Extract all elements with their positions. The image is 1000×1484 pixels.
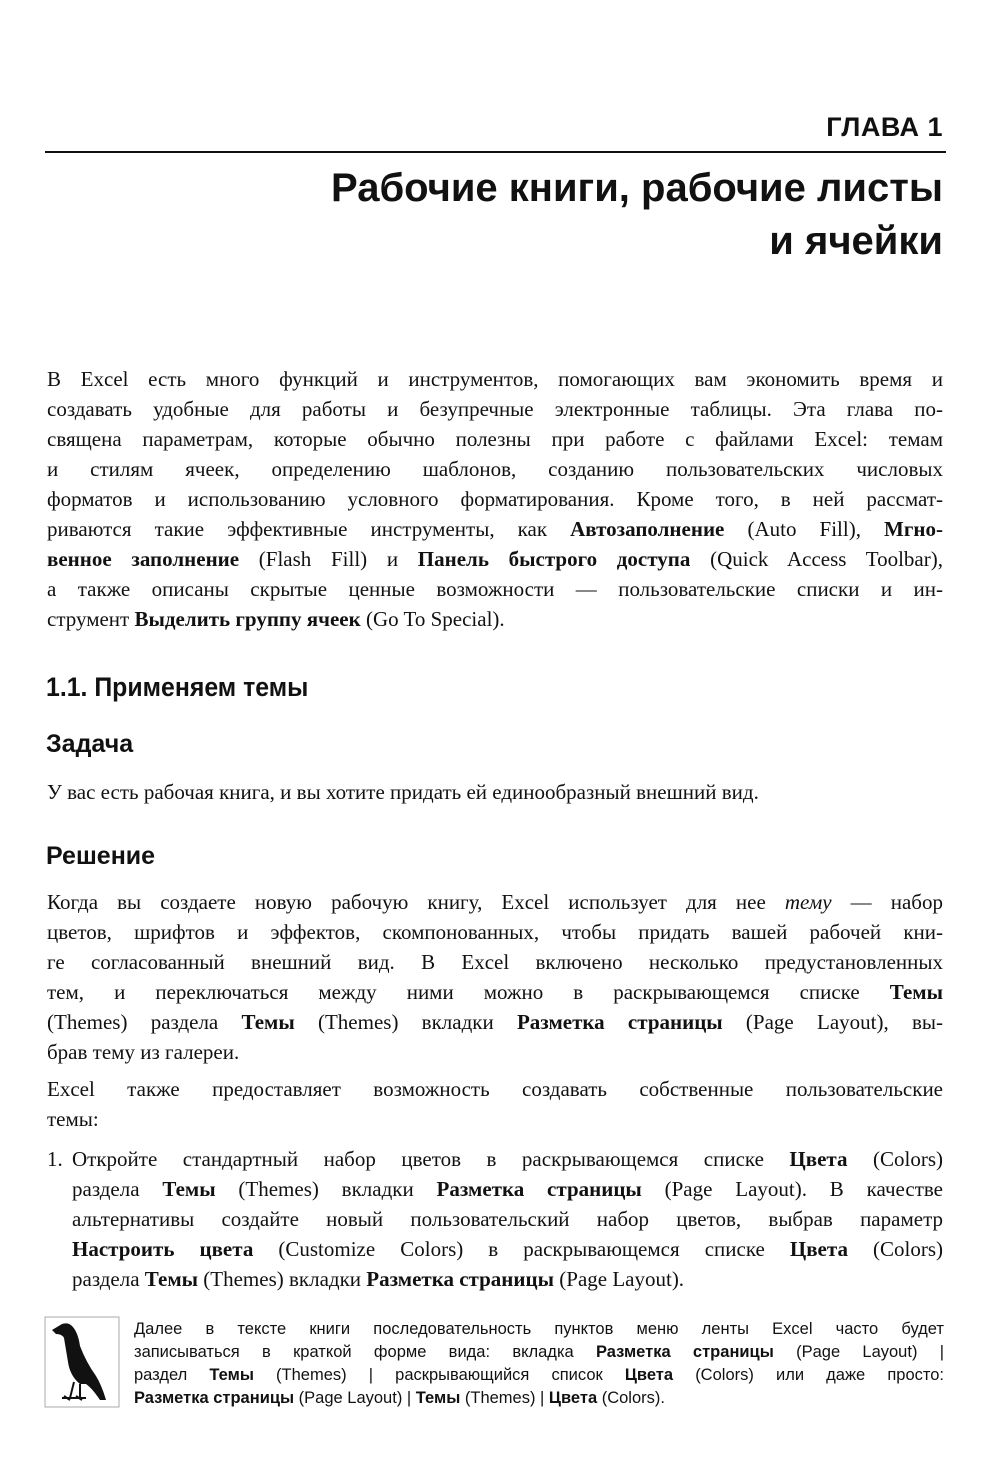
- text-run: записываться в краткой форме вида: вкладка: [134, 1343, 596, 1361]
- text-line: [47, 1007, 943, 1037]
- text-line: [47, 394, 943, 424]
- text-run: — набор: [831, 890, 943, 914]
- text-line: [47, 1104, 943, 1134]
- bold-text: Темы: [889, 980, 943, 1004]
- bold-text: Цвета: [789, 1237, 848, 1261]
- text-run: (Colors) или даже просто:: [673, 1366, 944, 1384]
- text-line: [47, 1037, 943, 1067]
- text-run: тем, и переключаться между ними можно в раскрывающемся списке: [47, 980, 890, 1004]
- bold-text: Цвета: [548, 1389, 598, 1407]
- text-run: (Colors).: [597, 1389, 665, 1407]
- bold-text: Темы: [162, 1177, 216, 1201]
- bold-text: Темы: [241, 1010, 295, 1034]
- text-run: (Themes) раздела: [47, 1010, 242, 1034]
- chapter-label: ГЛАВА 1: [826, 112, 943, 142]
- text-run: (Page Layout).: [554, 1267, 685, 1291]
- text-run: цветов, шрифтов и эффектов, скомпонованных, чтобы придать вашей рабочей кни-: [47, 920, 943, 944]
- text-run: (Customize Colors) в раскрывающемся списке: [253, 1237, 790, 1261]
- text-run: создавать удобные для работы и безупречные электронные таблицы. Эта глава по-: [47, 397, 943, 421]
- text-line: [47, 574, 943, 604]
- text-line: [47, 947, 943, 977]
- text-run: (Themes) вкладки: [215, 1177, 437, 1201]
- bold-text: Настроить цвета: [72, 1237, 254, 1261]
- text-run: и стилям ячеек, определению шаблонов, созданию пользовательских числовых: [47, 457, 943, 481]
- text-line: [47, 604, 943, 634]
- task-heading: Задача: [46, 730, 134, 758]
- text-run: (Colors): [847, 1147, 943, 1171]
- bold-text: Разметка страницы: [366, 1267, 555, 1291]
- text-line: [72, 1174, 943, 1204]
- text-line: [47, 977, 943, 1007]
- text-run: (Page Layout). В качестве: [641, 1177, 943, 1201]
- text-run: (Page Layout) |: [294, 1389, 416, 1407]
- text-run: (Page Layout), вы-: [722, 1010, 943, 1034]
- text-run: (Go To Special).: [360, 607, 505, 631]
- bold-text: Цвета: [624, 1366, 674, 1384]
- text-run: альтернативы создайте новый пользовательский набор цветов, выбрав параметр: [72, 1207, 943, 1231]
- text-run: а также описаны скрытые ценные возможности — пользовательские списки и ин-: [47, 577, 943, 601]
- bold-text: Темы: [209, 1366, 254, 1384]
- text-run: Excel также предоставляет возможность создавать собственные пользовательские: [47, 1077, 943, 1101]
- crow-icon: [44, 1316, 120, 1408]
- text-run: раздела: [72, 1267, 145, 1291]
- chapter-rule: [45, 151, 946, 153]
- bold-text: Цвета: [789, 1147, 848, 1171]
- italic-text: тему: [784, 890, 832, 914]
- text-line: [47, 917, 943, 947]
- list-item-1: [72, 1144, 943, 1294]
- bold-text: Темы: [144, 1267, 199, 1291]
- text-line: [134, 1318, 944, 1341]
- text-run: риваются такие эффективные инструменты, как: [47, 517, 571, 541]
- bold-text: Выделить группу ячеек: [134, 607, 361, 631]
- text-run: раздела: [72, 1177, 163, 1201]
- text-run: (Themes) вкладки: [294, 1010, 517, 1034]
- text-line: [72, 1264, 943, 1294]
- task-paragraph: [47, 777, 943, 807]
- text-line: [47, 454, 943, 484]
- text-line: [47, 424, 943, 454]
- text-line: [72, 1234, 943, 1264]
- note-text: [134, 1318, 944, 1410]
- text-run: (Themes) вкладки: [198, 1267, 367, 1291]
- text-line: [134, 1364, 944, 1387]
- text-run: (Flash Fill) и: [239, 547, 418, 571]
- bold-text: Панель быстрого доступа: [417, 547, 691, 571]
- bold-text: Разметка страницы: [516, 1010, 723, 1034]
- text-line: [72, 1204, 943, 1234]
- text-line: [47, 364, 943, 394]
- bold-text: Разметка страницы: [134, 1389, 295, 1407]
- bold-text: венное заполнение: [47, 547, 240, 571]
- list-number: 1.: [47, 1147, 63, 1171]
- bold-text: Мгно-: [884, 517, 943, 541]
- text-line: [47, 544, 943, 574]
- text-run: (Page Layout) |: [773, 1343, 945, 1361]
- text-line: [47, 514, 943, 544]
- text-run: брав тему из галереи.: [47, 1040, 240, 1064]
- text-run: (Themes) | раскрывающийся список: [253, 1366, 625, 1384]
- solution-paragraph-2: [47, 1074, 943, 1134]
- bold-text: Разметка страницы: [436, 1177, 642, 1201]
- text-run: ге согласованный внешний вид. В Excel включено несколько предустановленных: [47, 950, 943, 974]
- solution-heading: Решение: [46, 842, 156, 870]
- text-run: (Colors): [847, 1237, 944, 1261]
- intro-paragraph: [47, 364, 943, 634]
- section-heading: 1.1. Применяем темы: [46, 672, 309, 702]
- text-run: священа параметрам, которые обычно полезны при работе с файлами Excel: темам: [47, 427, 943, 451]
- text-line: [72, 1144, 943, 1174]
- text-run: (Themes) |: [460, 1389, 549, 1407]
- text-run: (Auto Fill),: [724, 517, 885, 541]
- text-run: струмент: [47, 607, 135, 631]
- text-line: [134, 1341, 944, 1364]
- text-run: темы:: [47, 1107, 99, 1131]
- text-line: [47, 484, 943, 514]
- text-line: [47, 887, 943, 917]
- text-run: У вас есть рабочая книга, и вы хотите придать ей единообразный внешний вид.: [47, 780, 759, 804]
- chapter-title-line-2: и ячейки: [769, 219, 943, 263]
- text-line: [47, 1074, 943, 1104]
- text-run: форматов и использованию условного форматирования. Кроме того, в ней рассмат-: [47, 487, 943, 511]
- bold-text: Автозаполнение: [570, 517, 725, 541]
- text-run: Далее в тексте книги последовательность пунктов меню ленты Excel часто будет: [134, 1320, 944, 1338]
- solution-paragraph-1: [47, 887, 943, 1067]
- text-run: Когда вы создаете новую рабочую книгу, Excel использует для нее: [47, 890, 785, 914]
- text-line: [134, 1387, 944, 1410]
- bold-text: Разметка страницы: [596, 1343, 774, 1361]
- text-run: В Excel есть много функций и инструментов, помогающих вам экономить время и: [47, 367, 943, 391]
- chapter-title-line-1: Рабочие книги, рабочие листы: [331, 166, 943, 210]
- text-run: Откройте стандартный набор цветов в раскрывающемся списке: [72, 1147, 790, 1171]
- bold-text: Темы: [415, 1389, 461, 1407]
- text-run: (Quick Access Toolbar),: [690, 547, 943, 571]
- text-line: [47, 777, 943, 807]
- text-run: раздел: [134, 1366, 210, 1384]
